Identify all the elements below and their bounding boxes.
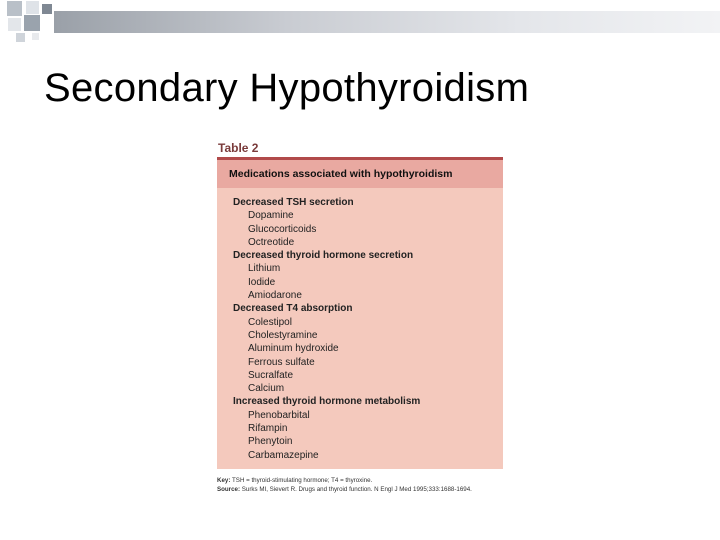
table-key — [217, 477, 372, 484]
slide-title: Secondary Hypothyroidism — [44, 66, 530, 110]
table-category: Decreased thyroid hormone secretion — [233, 250, 414, 262]
decor-square — [26, 1, 39, 14]
decor-square — [8, 18, 21, 31]
table-item: Iodide — [248, 276, 276, 288]
table-key-text: TSH = thyroid-stimulating hormone; T4 = thyroxine. — [232, 477, 373, 484]
table-item: Phenobarbital — [248, 409, 310, 421]
table-item: Aluminum hydroxide — [248, 343, 339, 355]
table-item: Sucralfate — [248, 369, 294, 381]
table-item: Octreotide — [248, 236, 295, 248]
decor-square — [32, 33, 39, 40]
table-key-label: Key: — [217, 477, 231, 484]
table-category: Increased thyroid hormone metabolism — [233, 396, 421, 408]
table-header-text: Medications associated with hypothyroidism — [229, 168, 453, 180]
table-item: Lithium — [248, 263, 281, 275]
table-item: Dopamine — [248, 210, 294, 222]
decor-square — [42, 4, 52, 14]
decor-square — [24, 15, 40, 31]
table-item: Carbamazepine — [248, 449, 319, 461]
table-item: Rifampin — [248, 423, 288, 435]
table-source-label: Source: — [217, 486, 241, 493]
table-body — [233, 196, 420, 462]
decor-square — [16, 33, 25, 42]
table-item: Amiodarone — [248, 290, 302, 302]
table-item: Calcium — [248, 383, 285, 395]
table-item: Phenytoin — [248, 436, 293, 448]
decor-square — [7, 1, 22, 16]
table-panel — [217, 157, 503, 469]
table-item: Ferrous sulfate — [248, 356, 315, 368]
slide-decoration — [0, 0, 720, 50]
table-source — [217, 486, 472, 493]
table-category: Decreased TSH secretion — [233, 197, 354, 208]
table-item: Colestipol — [248, 316, 292, 328]
table-label: Table 2 — [218, 141, 259, 155]
medications-table — [217, 140, 503, 493]
table-source-text: Surks MI, Sievert R. Drugs and thyroid function. N Engl J Med 1995;333:1688-1694. — [241, 486, 472, 493]
table-category: Decreased T4 absorption — [233, 303, 353, 315]
table-header — [217, 160, 503, 188]
top-gradient-bar — [54, 11, 720, 33]
table-item: Cholestyramine — [248, 329, 318, 341]
table-item: Glucocorticoids — [248, 223, 317, 235]
